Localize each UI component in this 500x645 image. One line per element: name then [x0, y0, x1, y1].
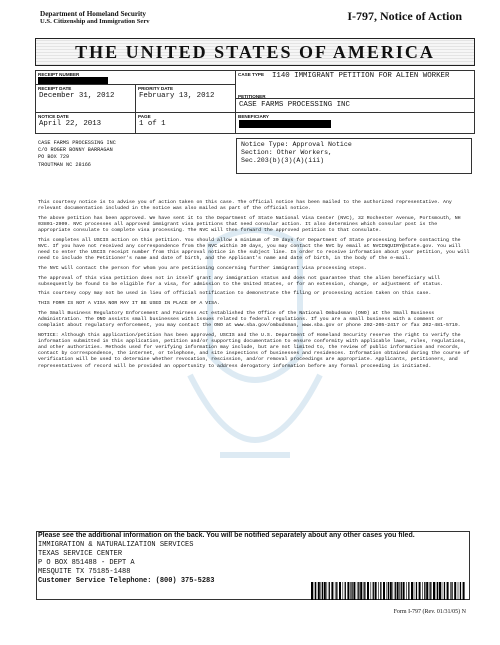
barcode-bar: [451, 582, 452, 600]
priority-date-value: February 13, 2012: [139, 92, 215, 100]
petitioner-value: CASE FARMS PROCESSING INC: [239, 101, 350, 109]
body-paragraph-6: This courtesy copy may not be used in lieu of official notification to demonstrate the filing or processing action taken on this case.: [38, 291, 432, 297]
barcode-bar: [436, 582, 437, 600]
barcode-bar: [401, 582, 402, 600]
barcode-bar: [430, 582, 431, 600]
return-line-2: TEXAS SERVICE CENTER: [38, 550, 123, 558]
barcode-bar: [371, 582, 372, 600]
notice-date-label: NOTICE DATE: [38, 114, 69, 119]
case-type-value: I140 IMMIGRANT PETITION FOR ALIEN WORKER: [272, 72, 450, 80]
barcode-bar: [378, 582, 379, 600]
form-revision: Form I-797 (Rev. 01/31/05) N: [393, 609, 466, 615]
receipt-number-cell: [36, 71, 236, 85]
barcode-bar: [343, 582, 344, 600]
barcode-bar: [458, 582, 459, 600]
barcode-bar: [322, 582, 323, 600]
barcode-bar: [395, 582, 396, 600]
barcode-bar: [318, 582, 320, 600]
beneficiary-redaction: [239, 120, 331, 128]
return-line-4: MESQUITE TX 75185-1488: [38, 568, 131, 576]
barcode-bar: [358, 582, 359, 600]
body-paragraph-4: The NVC will contact the person for whom you are petitioning concerning further immigrant visa processing steps.: [38, 266, 367, 271]
case-type-label: CASE TYPE: [238, 72, 265, 77]
address-line-3: PO BOX 729: [38, 154, 70, 161]
notice-date-cell: [36, 113, 136, 133]
notice-type-line-3: Sec.203(b)(3)(A)(iii): [241, 157, 325, 165]
barcode-bar: [424, 582, 425, 600]
address-line-2: C/O ROGER BONNY BARRAGAN: [38, 147, 113, 154]
barcode-bar: [324, 582, 326, 600]
barcode-bar: [311, 582, 313, 600]
barcode-bar: [390, 582, 392, 600]
barcode-bar: [375, 582, 377, 600]
barcode-bar: [444, 582, 445, 600]
notice-type-box: [236, 138, 472, 174]
barcode-bar: [336, 582, 337, 600]
barcode-bar: [388, 582, 389, 600]
barcode-bar: [397, 582, 399, 600]
barcode-bar: [460, 582, 461, 600]
body-paragraph-7: THIS FORM IS NOT A VISA NOR MAY IT BE USED IN PLACE OF A VISA.: [38, 300, 220, 306]
return-line-1: IMMIGRATION & NATURALIZATION SERVICES: [38, 541, 194, 549]
barcode-bar: [383, 582, 385, 600]
additional-info-notice: Please see the additional information on the back. You will be notified separately about any other cases you filed.: [38, 532, 415, 539]
beneficiary-cell: [236, 113, 474, 133]
body-paragraph-9: NOTICE: Although this application/petition has been approved, USCIS and the U.S. Department of Homeland Security reserve the right to verify the information submitted in this application, petition and/or supporting documentation to ensure conformity with applicable laws, rules, regulations, and other authorities. Methods used for verifying information may include, but are not limited to, the review of public information and records, contact by correspondence, the internet, or telephone, and site inspections of businesses and residences. Information obtained during the course of verification will be used to determine whether revocation, rescission, and/or removal proceedings are appropriate. Applicants, petitioners, and representatives of record will be provided an opportunity to address derogatory information before any formal proceeding is initiated.: [38, 332, 470, 369]
barcode-bar: [411, 582, 413, 600]
barcode-bar: [360, 582, 362, 600]
barcode-bar: [339, 582, 341, 600]
receipt-date-label: RECEIPT DATE: [38, 86, 72, 91]
barcode-bar: [422, 582, 423, 600]
barcode-bar: [345, 582, 346, 600]
barcode-bar: [429, 582, 430, 600]
barcode-bar: [335, 582, 336, 600]
banner-text: THE UNITED STATES OF AMERICA: [75, 42, 435, 62]
priority-date-label: PRIORITY DATE: [138, 86, 174, 91]
address-line-1: CASE FARMS PROCESSING INC: [38, 140, 116, 146]
receipt-date-cell: [36, 85, 136, 113]
address-line-4: TROUTMAN NC 28166: [38, 161, 91, 168]
notice-body: [38, 200, 472, 373]
barcode-bar: [399, 582, 400, 600]
barcode-bar: [433, 582, 435, 600]
receipt-date-value: December 31, 2012: [39, 92, 115, 100]
notice-date-value: April 22, 2013: [39, 120, 102, 128]
mailing-address: [38, 140, 116, 169]
barcode-bar: [403, 582, 405, 600]
barcode: [311, 582, 466, 600]
barcode-bar: [353, 582, 355, 600]
barcode-bar: [350, 582, 351, 600]
page-label: PAGE: [138, 114, 151, 119]
barcode-bar: [387, 582, 388, 600]
department-name: Department of Homeland Security: [40, 10, 146, 18]
body-paragraph-2: The above petition has been approved. We have sent it to the Department of State National Visa Center (NVC), 32 Rochester Avenue, Portsmouth, NH 03801-2909. NVC processes all approved immigrant visa petitions that need consular action. It also determines which consular post is the appropriate consulate to complete visa processing. The NVC will then forward the approved petition to that consulate.: [38, 215, 461, 234]
barcode-bar: [373, 582, 374, 600]
page-cell: [136, 113, 236, 133]
barcode-bar: [327, 582, 328, 600]
barcode-bar: [454, 582, 456, 600]
title-banner: [35, 38, 475, 66]
page-value: 1 of 1: [139, 120, 166, 128]
barcode-bar: [416, 582, 417, 600]
notice-type-line-2: Section: Other Workers,: [241, 149, 333, 157]
barcode-bar: [331, 582, 333, 600]
barcode-bar: [442, 582, 443, 600]
barcode-bar: [329, 582, 330, 600]
barcode-bar: [408, 582, 409, 600]
return-address: [38, 541, 214, 586]
receipt-number-label: RECEIPT NUMBER: [38, 72, 80, 77]
barcode-bar: [367, 582, 369, 600]
petitioner-cell: [236, 94, 474, 113]
barcode-bar: [463, 582, 465, 600]
barcode-bar: [321, 582, 322, 600]
body-paragraph-8: The Small Business Regulatory Enforcement and Fairness Act established the Office of the National Ombudsman (ONO) at the Small Business Administration. The ONO assists small businesses with issues related to federal regulations. If you are a small business with a comment or complaint about regulatory enforcement, you may contact the ONO at www.sba.gov/ombudsman, www.sba.gov or phone 202-205-2417 or fax 202-481-5719.: [38, 310, 461, 328]
barcode-bar: [363, 582, 364, 600]
form-title: I-797, Notice of Action: [347, 9, 462, 23]
barcode-bar: [364, 582, 365, 600]
beneficiary-label: BENEFICIARY: [238, 114, 269, 119]
barcode-bar: [450, 582, 451, 600]
barcode-bar: [380, 582, 381, 600]
notice-type-line-1: Notice Type: Approval Notice: [241, 141, 352, 148]
body-paragraph-3: This completes all USCIS action on this petition. You should allow a minimum of 30 days for Department of State processing before contacting the NVC. If you have not received any correspondence from the NVC within 30 days, you may contact the NVC by email at NVCINQUIRY@state.gov. You will need to enter the USCIS receipt number from this approval notice in the subject line. In order to receive information about your petition, you will need to include the Petitioner's name and date of birth, and the Applicant's name and date of birth, in the body of the e-mail.: [38, 237, 470, 262]
barcode-bar: [439, 582, 441, 600]
receipt-number-redaction: [38, 77, 108, 84]
barcode-bar: [437, 582, 438, 600]
petitioner-label: PETITIONER: [238, 94, 266, 99]
case-type-cell: [236, 71, 474, 99]
agency-name: U.S. Citizenship and Immigration Serv: [40, 18, 150, 25]
body-paragraph-1: This courtesy notice is to advise you of action taken on this case. The official notice has been mailed to the authorized representative. Any relevant documentation included in the notice was also mailed as part of the official notice.: [38, 200, 452, 212]
barcode-bar: [426, 582, 428, 600]
barcode-bar: [406, 582, 407, 600]
barcode-bar: [393, 582, 394, 600]
barcode-bar: [447, 582, 449, 600]
barcode-bar: [314, 582, 315, 600]
customer-service-phone: Customer Service Telephone: (800) 375-5283: [38, 577, 215, 585]
case-info-grid: [35, 70, 475, 134]
barcode-bar: [347, 582, 349, 600]
barcode-bar: [419, 582, 421, 600]
barcode-bar: [357, 582, 358, 600]
barcode-bar: [315, 582, 316, 600]
return-line-3: P O BOX 851488 - DEPT A: [38, 559, 135, 567]
priority-date-cell: [136, 85, 236, 113]
barcode-bar: [351, 582, 352, 600]
barcode-bar: [414, 582, 415, 600]
body-paragraph-5: The approval of this visa petition does not in itself grant any immigration status and does not guarantee that the alien beneficiary will subsequently be found to be eligible for a visa, for admission to the United States, or for an extension, change, or adjustment of status.: [38, 275, 444, 287]
